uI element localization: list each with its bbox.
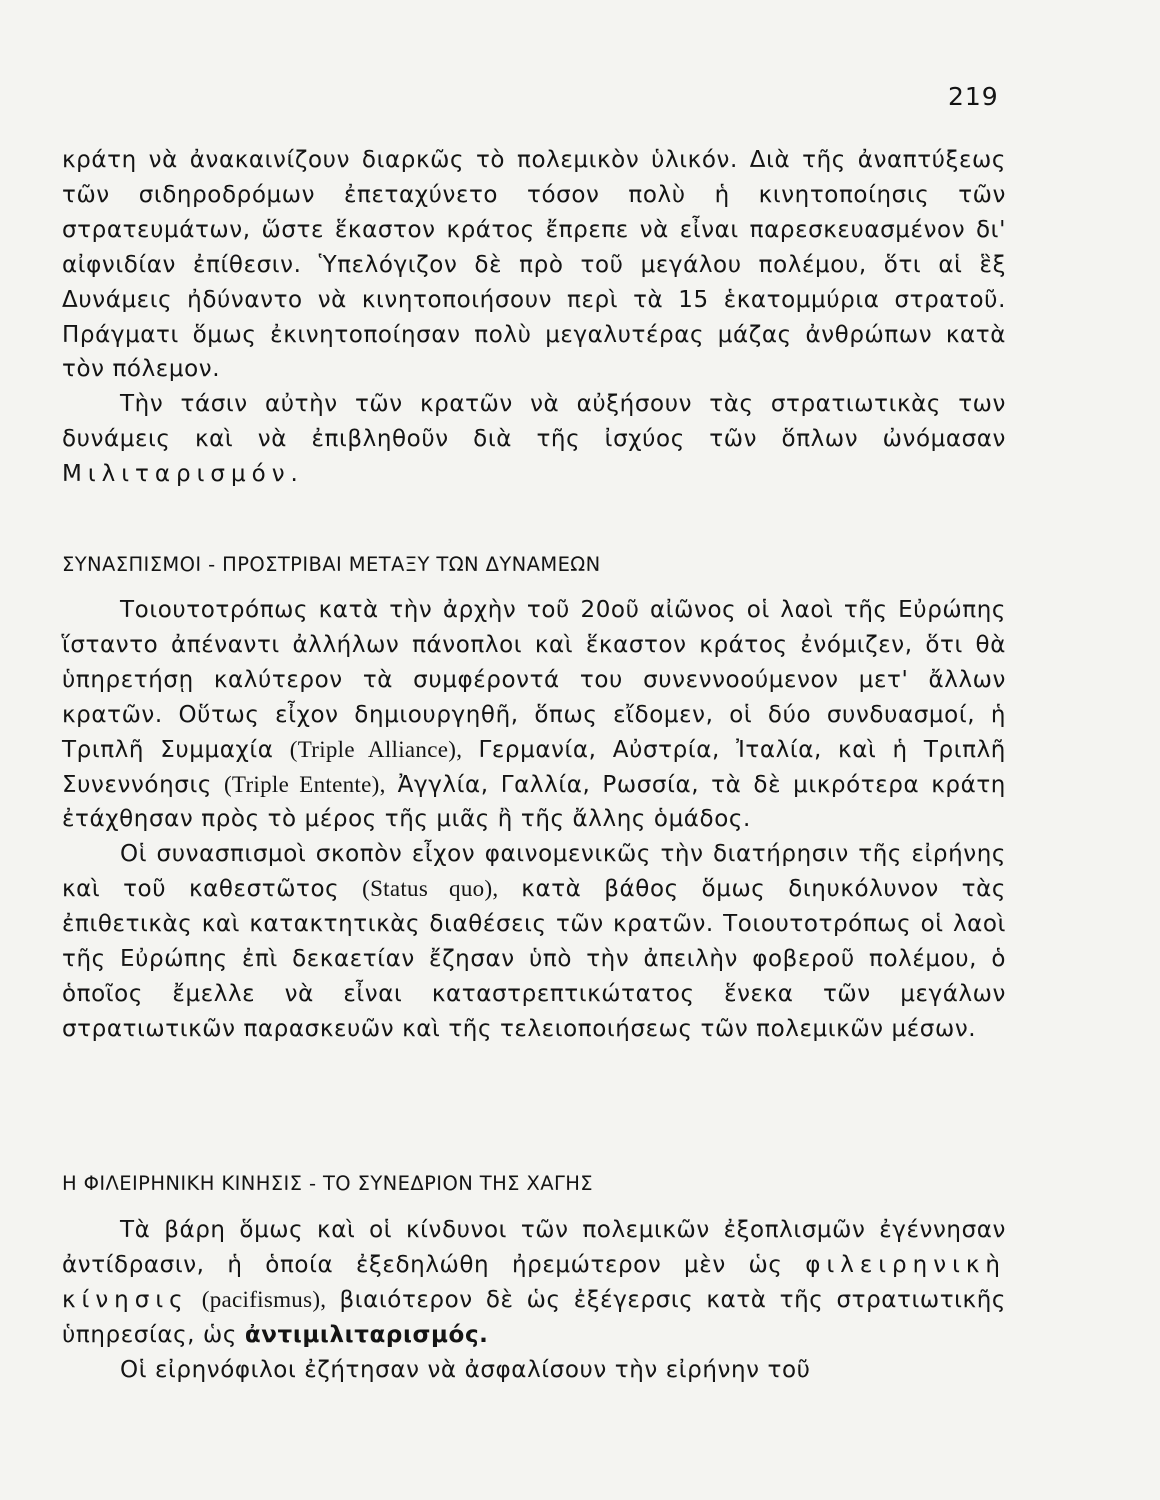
- peace-paragraph-1-text-a: Τὰ βάρη ὅμως καὶ οἱ κίνδυνοι τῶν πολεμικῶν ἐξοπλισμῶν ἐγέννησαν ἀντίδρασιν, ἡ ὁποία ἐξεδηλώθη ἠρεμώτερον μὲν ὡς: [62, 1217, 1006, 1278]
- alliances-paragraph-2-text-b: κατὰ βάθος ὅμως διηυκόλυνον τὰς ἐπιθετικὰς καὶ κατακτητικὰς διαθέσεις τῶν κρατῶν. Τοιουτοτρόπως οἱ λαοὶ τῆς Εὐρώπης ἐπὶ δεκαετίαν ἔζησαν ὑπὸ τὴν ἀπειλὴν φοβεροῦ πολέμου, ὁ ὁποῖος ἔμελλε νὰ εἶναι καταστρεπτικώτατος ἕνεκα τῶν μεγάλων στρατιωτικῶν παρασκευῶν καὶ τῆς τελειοποιήσεως τῶν πολεμικῶν μέσων.: [62, 876, 1006, 1042]
- alliances-paragraph-1-text-a: Τοιουτοτρόπως κατὰ τὴν ἀρχὴν τοῦ 20οῦ αἰῶνος οἱ λαοὶ τῆς Εὐρώπης ἵσταντο ἀπέναντι ἀλλήλων πάνοπλοι καὶ ἕκαστον κράτος ἐνόμιζεν, ὅτι θὰ ὑπηρετήσῃ καλύτερον τὰ συμφέροντά του συνεννοούμενον μετ' ἄλλων κρατῶν. Οὕτως εἶχον δημιουργηθῆ, ὅπως εἴδομεν, οἱ δύο συνδυασμοί, ἡ Τριπλῆ Συμμαχία: [62, 597, 1006, 763]
- peace-text-block: [62, 1213, 1006, 1388]
- antimilitarism-term: ἀντιμιλιταρισμός.: [244, 1321, 489, 1348]
- page-number: 219: [948, 82, 999, 111]
- intro-text-block: [62, 143, 1006, 492]
- alliances-paragraph-2: [62, 837, 1006, 1046]
- alliances-paragraph-1: [62, 593, 1006, 837]
- peace-paragraph-1-text-b: βιαιότερον δὲ ὡς ἐξέγερσις κατὰ τῆς στρατιωτικῆς ὑπηρεσίας, ὡς: [62, 1286, 1006, 1348]
- alliances-paragraph-1-text-b: Γερμανία, Αὐστρία, Ἰταλία, καὶ ἡ Τριπλῆ Συνεννόησις: [62, 736, 1006, 798]
- triple-entente-latin: (Triple Entente),: [223, 771, 386, 797]
- peace-paragraph-2-text: Οἱ εἰρηνόφιλοι ἐζήτησαν νὰ ἀσφαλίσουν τὴν εἰρήνην τοῦ: [120, 1356, 811, 1383]
- pacifism-term: φιλειρηνικὴ κίνησις: [62, 1251, 1006, 1313]
- alliances-text-block: [62, 593, 1006, 1047]
- militarism-term: Μιλιταρισμόν.: [62, 461, 304, 488]
- peace-paragraph-2: [62, 1353, 1006, 1388]
- intro-paragraph-2: [62, 387, 1006, 492]
- intro-paragraph-2-text: Τὴν τάσιν αὐτὴν τῶν κρατῶν νὰ αὐξήσουν τὰς στρατιωτικὰς των δυνάμεις καὶ νὰ ἐπιβληθοῦν διὰ τῆς ἰσχύος τῶν ὅπλων ὠνόμασαν: [62, 391, 1006, 453]
- pacifismus-latin: (pacifismus),: [201, 1286, 327, 1312]
- intro-paragraph-1: [62, 143, 1006, 387]
- status-quo-latin: (Status quo),: [362, 876, 499, 902]
- intro-paragraph-1-text: κράτη νὰ ἀνακαινίζουν διαρκῶς τὸ πολεμικὸν ὑλικόν. Διὰ τῆς ἀναπτύξεως τῶν σιδηροδρόμων ἐπεταχύνετο τόσον πολὺ ἡ κινητοποίησις τῶν στρατευμάτων, ὥστε ἕκαστον κράτος ἔπρεπε νὰ εἶναι παρεσκευασμένον δι' αἰφνιδίαν ἐπίθεσιν. Ὑπελόγιζον δὲ πρὸ τοῦ μεγάλου πολέμου, ὅτι αἱ ἓξ Δυνάμεις ἠδύναντο νὰ κινητοποιήσουν περὶ τὰ 15 ἑκατομμύρια στρατοῦ. Πράγματι ὅμως ἐκινητοποίησαν πολὺ μεγαλυτέρας μάζας ἀνθρώπων κατὰ τὸν πόλεμον.: [62, 147, 1006, 383]
- peace-paragraph-1: [62, 1213, 1006, 1353]
- alliances-paragraph-2-text-a: Οἱ συνασπισμοὶ σκοπὸν εἶχον φαινομενικῶς τὴν διατήρησιν τῆς εἰρήνης καὶ τοῦ καθεστῶτος: [62, 841, 1006, 903]
- alliances-paragraph-1-text-c: Ἀγγλία, Γαλλία, Ρωσσία, τὰ δὲ μικρότερα κράτη ἐτάχθησαν πρὸς τὸ μέρος τῆς μιᾶς ἢ τῆς ἄλλης ὁμάδος.: [62, 771, 1006, 833]
- section-heading-peace-movement: Η ΦΙΛΕΙΡΗΝΙΚΗ ΚΙΝΗΣΙΣ - ΤΟ ΣΥΝΕΔΡΙΟΝ ΤΗΣ ΧΑΓΗΣ: [62, 1172, 594, 1195]
- triple-alliance-latin: (Triple Alliance),: [289, 736, 463, 762]
- section-heading-alliances: ΣΥΝΑΣΠΙΣΜΟΙ - ΠΡΟΣΤΡΙΒΑΙ ΜΕΤΑΞΥ ΤΩΝ ΔΥΝΑΜΕΩΝ: [62, 553, 601, 576]
